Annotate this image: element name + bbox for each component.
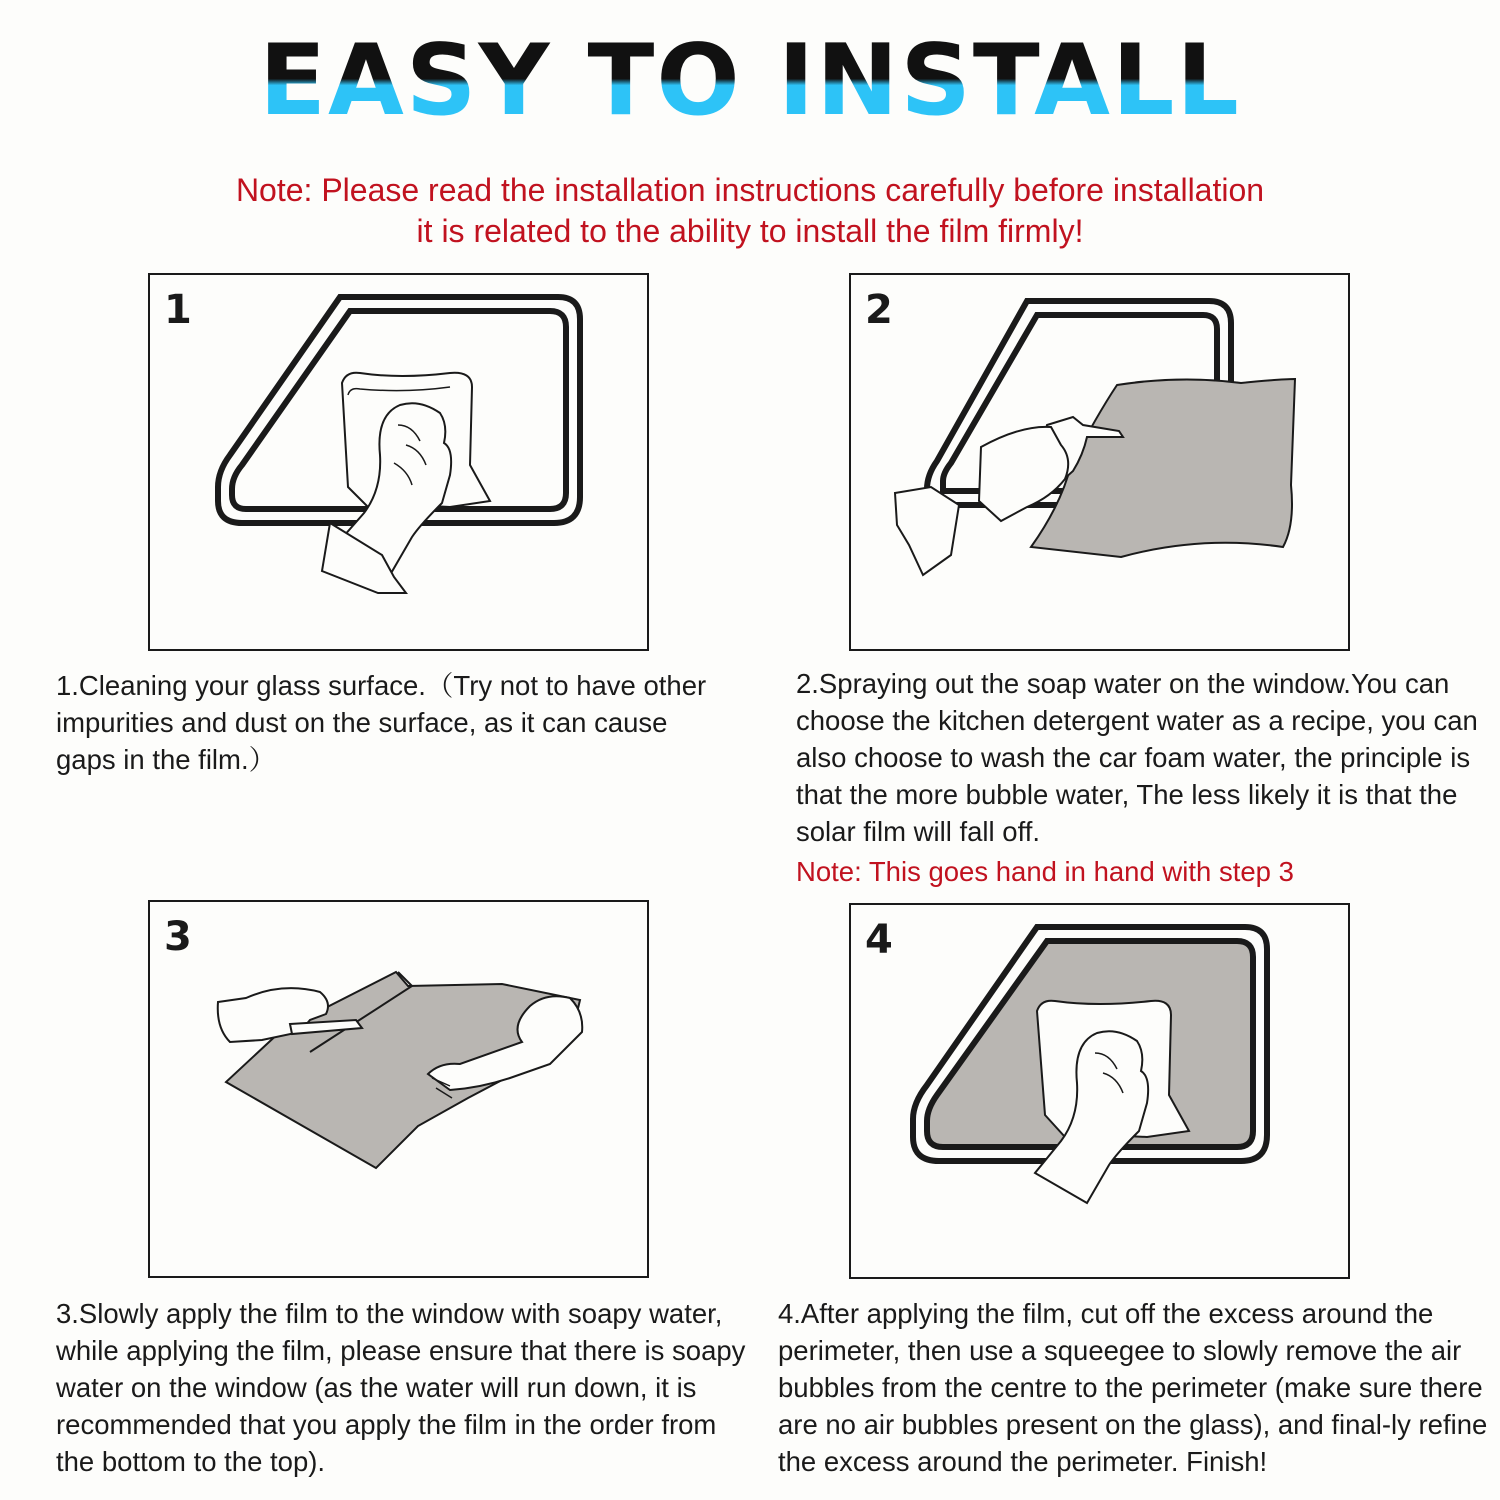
step-3-number: 3 (164, 914, 192, 960)
peeling-film-icon (150, 902, 647, 1276)
step-1-illustration (148, 273, 649, 651)
step-2-number: 2 (865, 287, 893, 333)
spray-bottle-icon (851, 275, 1348, 649)
step-4-description: 4.After applying the film, cut off the excess around the perimeter, then use a squeegee to slowly remove the air bubbles from the centre to the perimeter (make sure there are no air bubbles present on the glass), and final-ly refine the excess around the perimeter. Finish! (778, 1298, 1488, 1477)
warning-note-line-2: it is related to the ability to install the film firmly! (416, 213, 1084, 249)
warning-note-line-1: Note: Please read the installation instructions carefully before installation (235, 172, 1265, 208)
step-2-description: 2.Spraying out the soap water on the window.You can choose the kitchen detergent water as a recipe, you can also choose to wash the car foam water, the principle is that the more bubble water, The less likely it is that the solar film will fall off. (796, 668, 1478, 847)
squeegee-icon (851, 905, 1348, 1277)
page-title: EASY TO INSTALL (0, 28, 1500, 136)
hand-wiping-window-icon (150, 275, 647, 649)
step-1-number: 1 (164, 287, 192, 333)
step-4-illustration (849, 903, 1350, 1279)
step-3-description: 3.Slowly apply the film to the window with soapy water, while applying the film, please ensure that there is soapy water on the window (as the water will run down, it is recommended that you apply the film in the order from the bottom to the top). (56, 1298, 746, 1477)
step-2-note: Note: This goes hand in hand with step 3 (796, 856, 1294, 887)
step-3-illustration (148, 900, 649, 1278)
step-2-illustration (849, 273, 1350, 651)
step-1-description: 1.Cleaning your glass surface.（Try not to have other impurities and dust on the surface, as it can cause gaps in the film.） (56, 670, 707, 775)
step-4-number: 4 (865, 917, 893, 963)
